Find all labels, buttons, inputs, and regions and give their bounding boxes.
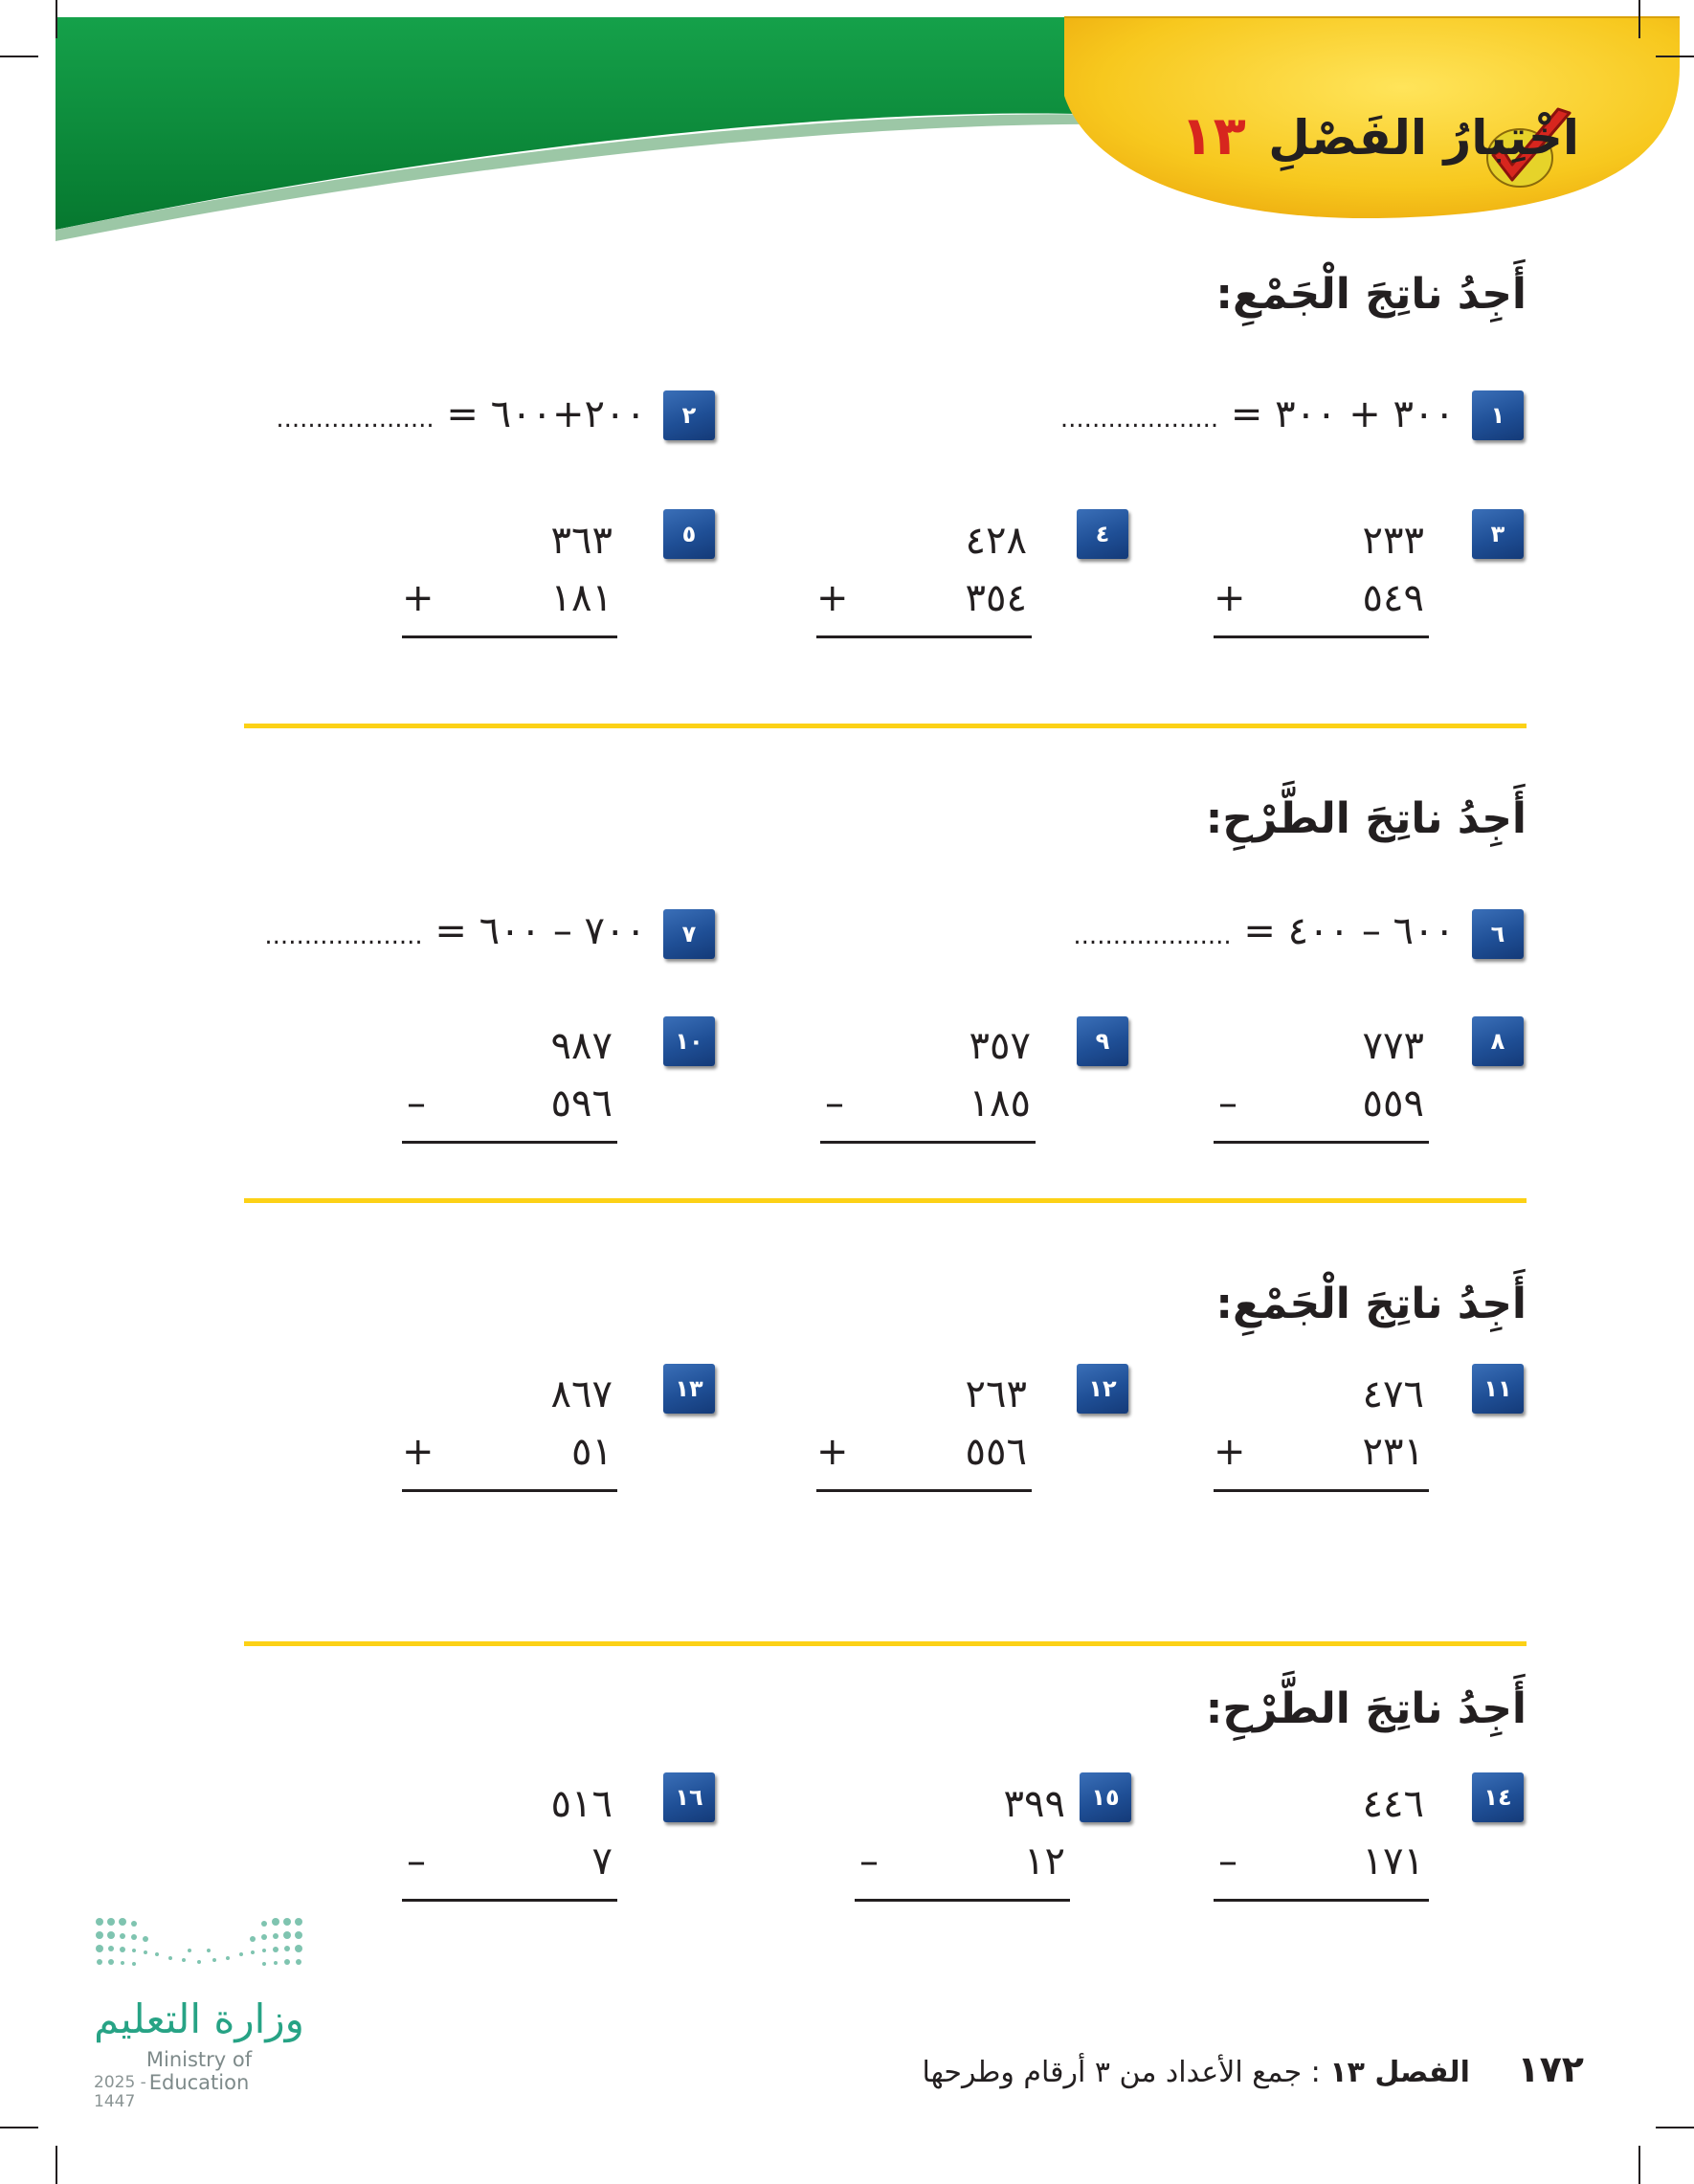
top-number: ٣٩٩ (1003, 1782, 1065, 1826)
problem-number-badge: ١١ (1472, 1364, 1524, 1414)
section-divider (244, 1198, 1527, 1203)
problem-number-badge: ٨ (1472, 1016, 1524, 1066)
bottom-number: ١٧١ (1362, 1839, 1424, 1883)
problem-number-badge: ١٠ (663, 1016, 715, 1066)
answer-line (1214, 1489, 1429, 1492)
column-problem-16 (402, 1782, 622, 1906)
top-number: ٤٧٦ (1362, 1372, 1424, 1416)
operator-sign: + (1214, 1430, 1246, 1474)
crop-mark (1656, 2127, 1694, 2128)
column-problem-8 (1214, 1024, 1434, 1148)
crop-mark (1638, 2146, 1640, 2184)
problem-number-badge: ١٤ (1472, 1772, 1524, 1822)
horizontal-problem-1 (947, 392, 1455, 436)
operator-sign: + (816, 1430, 849, 1474)
answer-line (1214, 635, 1429, 638)
answer-blank[interactable]: .................... (1073, 922, 1232, 950)
page-footer (922, 2048, 1584, 2090)
top-number: ٧٧٣ (1362, 1024, 1424, 1068)
operator-sign: – (1218, 1081, 1237, 1125)
chapter-test-title (1005, 105, 1579, 182)
crop-mark (0, 2127, 38, 2128)
ministry-name-english: Ministry of Education (145, 2048, 253, 2094)
ministry-year: 2025 - 1447 (94, 2073, 146, 2111)
bottom-number: ٥٥٩ (1362, 1081, 1424, 1125)
column-problem-4 (816, 519, 1036, 643)
section-heading-addition-1: أَجِدُ ناتِجَ الْجَمْعِ: (1215, 270, 1527, 319)
section-heading-subtraction-2: أَجِدُ ناتِجَ الطَّرْحِ: (1205, 1684, 1527, 1733)
top-number: ٣٦٣ (550, 519, 613, 563)
answer-blank[interactable]: .................... (264, 922, 423, 950)
top-number: ٣٥٧ (969, 1024, 1031, 1068)
answer-line (402, 1489, 617, 1492)
operator-sign: + (816, 576, 849, 620)
bottom-number: ٧ (591, 1839, 613, 1883)
problem-expression: ٧٠٠ – ٦٠٠ (479, 909, 646, 953)
answer-line (855, 1899, 1070, 1902)
bottom-number: ٥١ (571, 1430, 613, 1474)
answer-blank[interactable]: .................... (276, 405, 435, 434)
operator-sign: – (1218, 1839, 1237, 1883)
answer-line (1214, 1899, 1429, 1902)
ministry-logo-icon (94, 1916, 304, 1993)
equals-sign: = (446, 392, 479, 436)
problem-number-badge: ٦ (1472, 909, 1524, 959)
problem-expression: ٣٠٠ + ٣٠٠ (1275, 392, 1455, 436)
column-problem-9 (820, 1024, 1040, 1148)
problem-number-badge: ٢ (663, 390, 715, 440)
problem-number-badge: ١٦ (663, 1772, 715, 1822)
chapter-test-title-text: اخْتِبارُ الفَصْلِ (1268, 110, 1579, 166)
problem-number-badge: ٧ (663, 909, 715, 959)
top-number: ٤٤٦ (1362, 1782, 1424, 1826)
bottom-number: ٢٣١ (1362, 1430, 1424, 1474)
horizontal-problem-7 (134, 909, 646, 953)
section-divider (244, 724, 1527, 728)
answer-line (402, 1899, 617, 1902)
top-number: ٥١٦ (550, 1782, 613, 1826)
column-problem-5 (402, 519, 622, 643)
operator-sign: – (407, 1839, 426, 1883)
top-number: ٩٨٧ (550, 1024, 613, 1068)
problem-expression: ٢٠٠+٦٠٠ (490, 392, 646, 436)
column-problem-11 (1214, 1372, 1434, 1497)
footer-chapter-label: الفصل ١٣ (1329, 2056, 1470, 2089)
answer-blank[interactable]: .................... (1059, 405, 1219, 434)
problem-number-badge: ١ (1472, 390, 1524, 440)
equals-sign: = (1243, 909, 1276, 953)
column-problem-3 (1214, 519, 1434, 643)
problem-number-badge: ١٥ (1080, 1772, 1131, 1822)
answer-line (816, 635, 1032, 638)
page-number: ١٧٢ (1517, 2048, 1584, 2090)
top-number: ٢٦٣ (965, 1372, 1027, 1416)
bottom-number: ٣٥٤ (965, 576, 1027, 620)
problem-number-badge: ٣ (1472, 509, 1524, 559)
horizontal-problem-2 (144, 392, 646, 436)
bottom-number: ٥٩٦ (550, 1081, 613, 1125)
top-number: ٢٣٣ (1362, 519, 1424, 563)
section-divider (244, 1641, 1527, 1646)
section-heading-subtraction-1: أَجِدُ ناتِجَ الطَّرْحِ: (1205, 794, 1527, 843)
bottom-number: ٥٥٦ (965, 1430, 1027, 1474)
top-number: ٤٢٨ (965, 519, 1027, 563)
top-number: ٨٦٧ (550, 1372, 613, 1416)
bottom-number: ١٢ (1024, 1839, 1065, 1883)
operator-sign: – (407, 1081, 426, 1125)
problem-number-badge: ١٢ (1077, 1364, 1128, 1414)
answer-line (816, 1489, 1032, 1492)
answer-line (1214, 1141, 1429, 1144)
bottom-number: ٥٤٩ (1362, 576, 1424, 620)
crop-mark (1656, 56, 1694, 57)
crop-mark (56, 0, 57, 38)
answer-line (402, 1141, 617, 1144)
equals-sign: = (1230, 392, 1263, 436)
crop-mark (0, 56, 38, 57)
equals-sign: = (435, 909, 467, 953)
operator-sign: + (402, 1430, 435, 1474)
footer-chapter-title: : جمع الأعداد من ٣ أرقام وطرحها (922, 2056, 1321, 2089)
problem-number-badge: ٤ (1077, 509, 1128, 559)
problem-number-badge: ٥ (663, 509, 715, 559)
operator-sign: – (825, 1081, 844, 1125)
column-problem-15 (855, 1782, 1075, 1906)
ministry-name-arabic: وزارة التعليم (94, 1995, 304, 2042)
problem-number-badge: ٩ (1077, 1016, 1128, 1066)
crop-mark (56, 2146, 57, 2184)
section-heading-addition-2: أَجِدُ ناتِجَ الْجَمْعِ: (1215, 1280, 1527, 1328)
problem-expression: ٦٠٠ – ٤٠٠ (1287, 909, 1455, 953)
problem-number-badge: ١٣ (663, 1364, 715, 1414)
column-problem-10 (402, 1024, 622, 1148)
operator-sign: – (859, 1839, 879, 1883)
operator-sign: + (1214, 576, 1246, 620)
operator-sign: + (402, 576, 435, 620)
column-problem-14 (1214, 1782, 1434, 1906)
answer-line (402, 635, 617, 638)
column-problem-13 (402, 1372, 622, 1497)
bottom-number: ١٨٥ (969, 1081, 1031, 1125)
crop-mark (1638, 0, 1640, 38)
bottom-number: ١٨١ (550, 576, 613, 620)
column-problem-12 (816, 1372, 1036, 1497)
chapter-test-number: ١٣ (1180, 105, 1246, 167)
answer-line (820, 1141, 1036, 1144)
horizontal-problem-6 (943, 909, 1455, 953)
